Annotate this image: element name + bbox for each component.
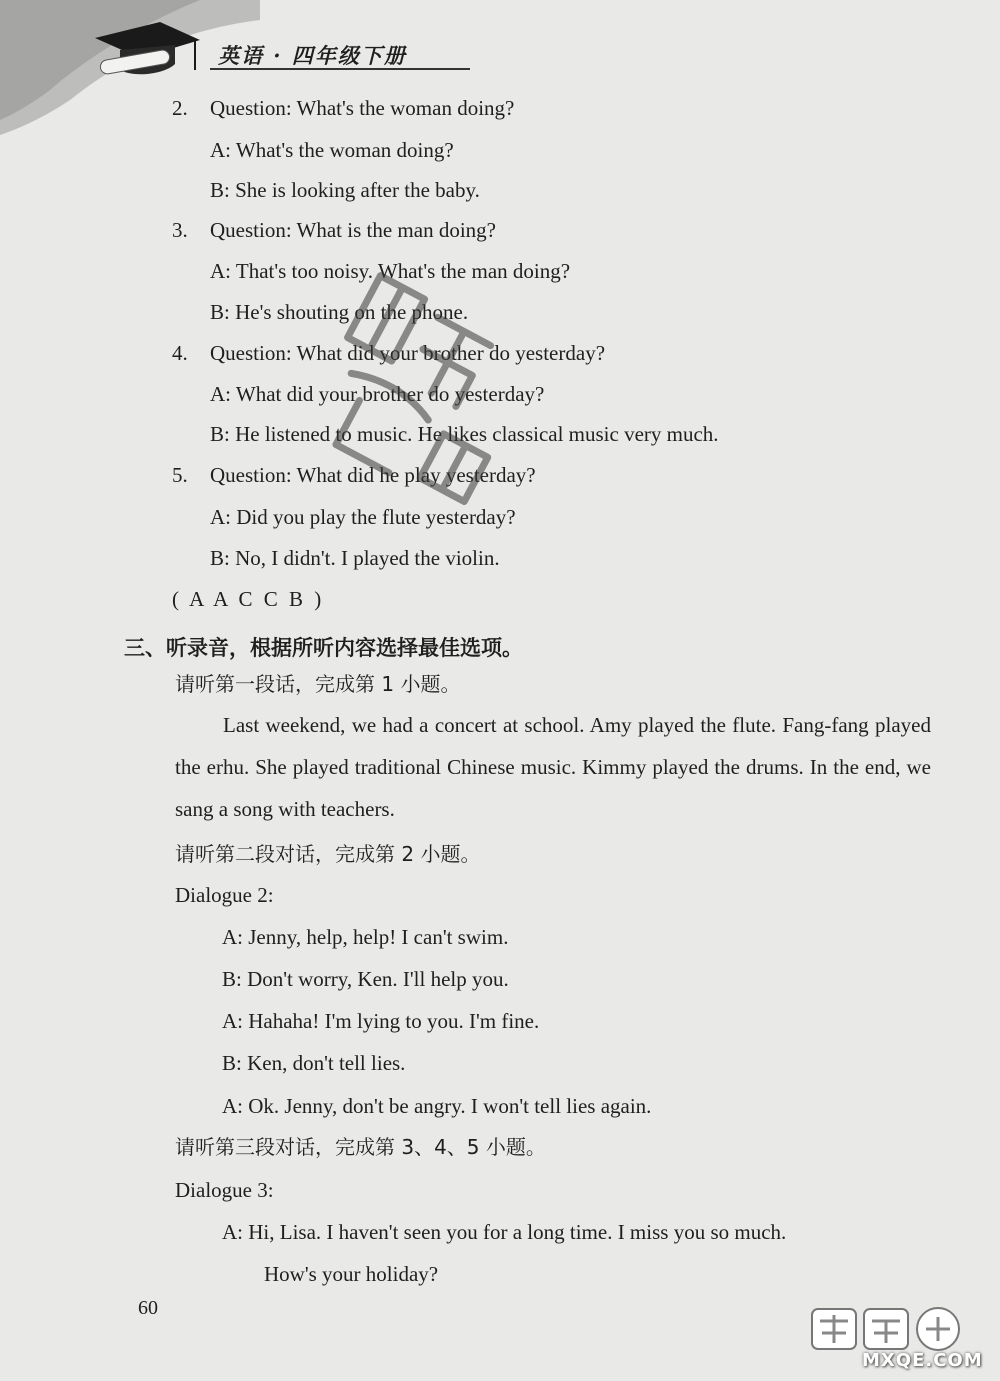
dialogue-3-label: Dialogue 3: [175, 1178, 274, 1202]
part3-instruction: 请听第三段对话，完成第 3、4、5 小题。 [175, 1135, 546, 1159]
dialogue-line: A: Jenny, help, help! I can't swim. [222, 925, 509, 949]
question-number: 5. [172, 463, 188, 487]
dialogue-line: B: He listened to music. He likes classical music very much. [210, 422, 719, 446]
part1-instruction: 请听第一段话，完成第 1 小题。 [175, 672, 461, 696]
dialogue-line: B: No, I didn't. I played the violin. [210, 546, 500, 570]
dialogue-line: A: Did you play the flute yesterday? [210, 505, 516, 529]
dialogue-2-label: Dialogue 2: [175, 883, 274, 907]
dialogue-line: B: Don't worry, Ken. I'll help you. [222, 967, 509, 991]
question-number: 3. [172, 218, 188, 242]
question-number: 2. [172, 96, 188, 120]
part2-instruction: 请听第二段对话，完成第 2 小题。 [175, 842, 481, 866]
dialogue-line: A: Hi, Lisa. I haven't seen you for a long time. I miss you so much. [222, 1220, 787, 1244]
header-rule [210, 68, 470, 70]
header-title: 英语 · 四年级下册 [218, 43, 407, 68]
question-3-line: 3. Question: What is the man doing? [172, 218, 496, 242]
passage: Last weekend, we had a concert at school. Amy played the flute. Fang-fang played the erhu. She played traditional Chinese music. Kimmy played the drums. In the end, we sang a song with teachers. [175, 713, 931, 821]
dialogue-line: A: That's too noisy. What's the man doing? [210, 259, 571, 283]
watermark-stamp [290, 268, 550, 518]
question-4-line: 4. Question: What did your brother do yesterday? [172, 341, 606, 365]
dialogue-line: A: What's the woman doing? [210, 138, 454, 162]
section-3-title: 三、听录音，根据所听内容选择最佳选项。 [124, 636, 523, 660]
answer-key: ( A A C C B ) [172, 587, 322, 611]
site-logo-text: MXQE.COM [862, 1350, 983, 1371]
dialogue-line: A: What did your brother do yesterday? [210, 382, 545, 406]
dialogue-line: B: She is looking after the baby. [210, 178, 480, 202]
dialogue-line: A: Hahaha! I'm lying to you. I'm fine. [222, 1009, 540, 1033]
page-number: 60 [138, 1297, 158, 1319]
question-5-line: 5. Question: What did he play yesterday? [172, 463, 536, 487]
dialogue-line: How's your holiday? [264, 1262, 439, 1286]
question-number: 4. [172, 341, 188, 365]
dialogue-line: A: Ok. Jenny, don't be angry. I won't tell lies again. [222, 1094, 652, 1118]
question-2-line: 2. Question: What's the woman doing? [172, 96, 515, 120]
dialogue-line: B: Ken, don't tell lies. [222, 1051, 406, 1075]
dialogue-line: B: He's shouting on the phone. [210, 300, 469, 324]
